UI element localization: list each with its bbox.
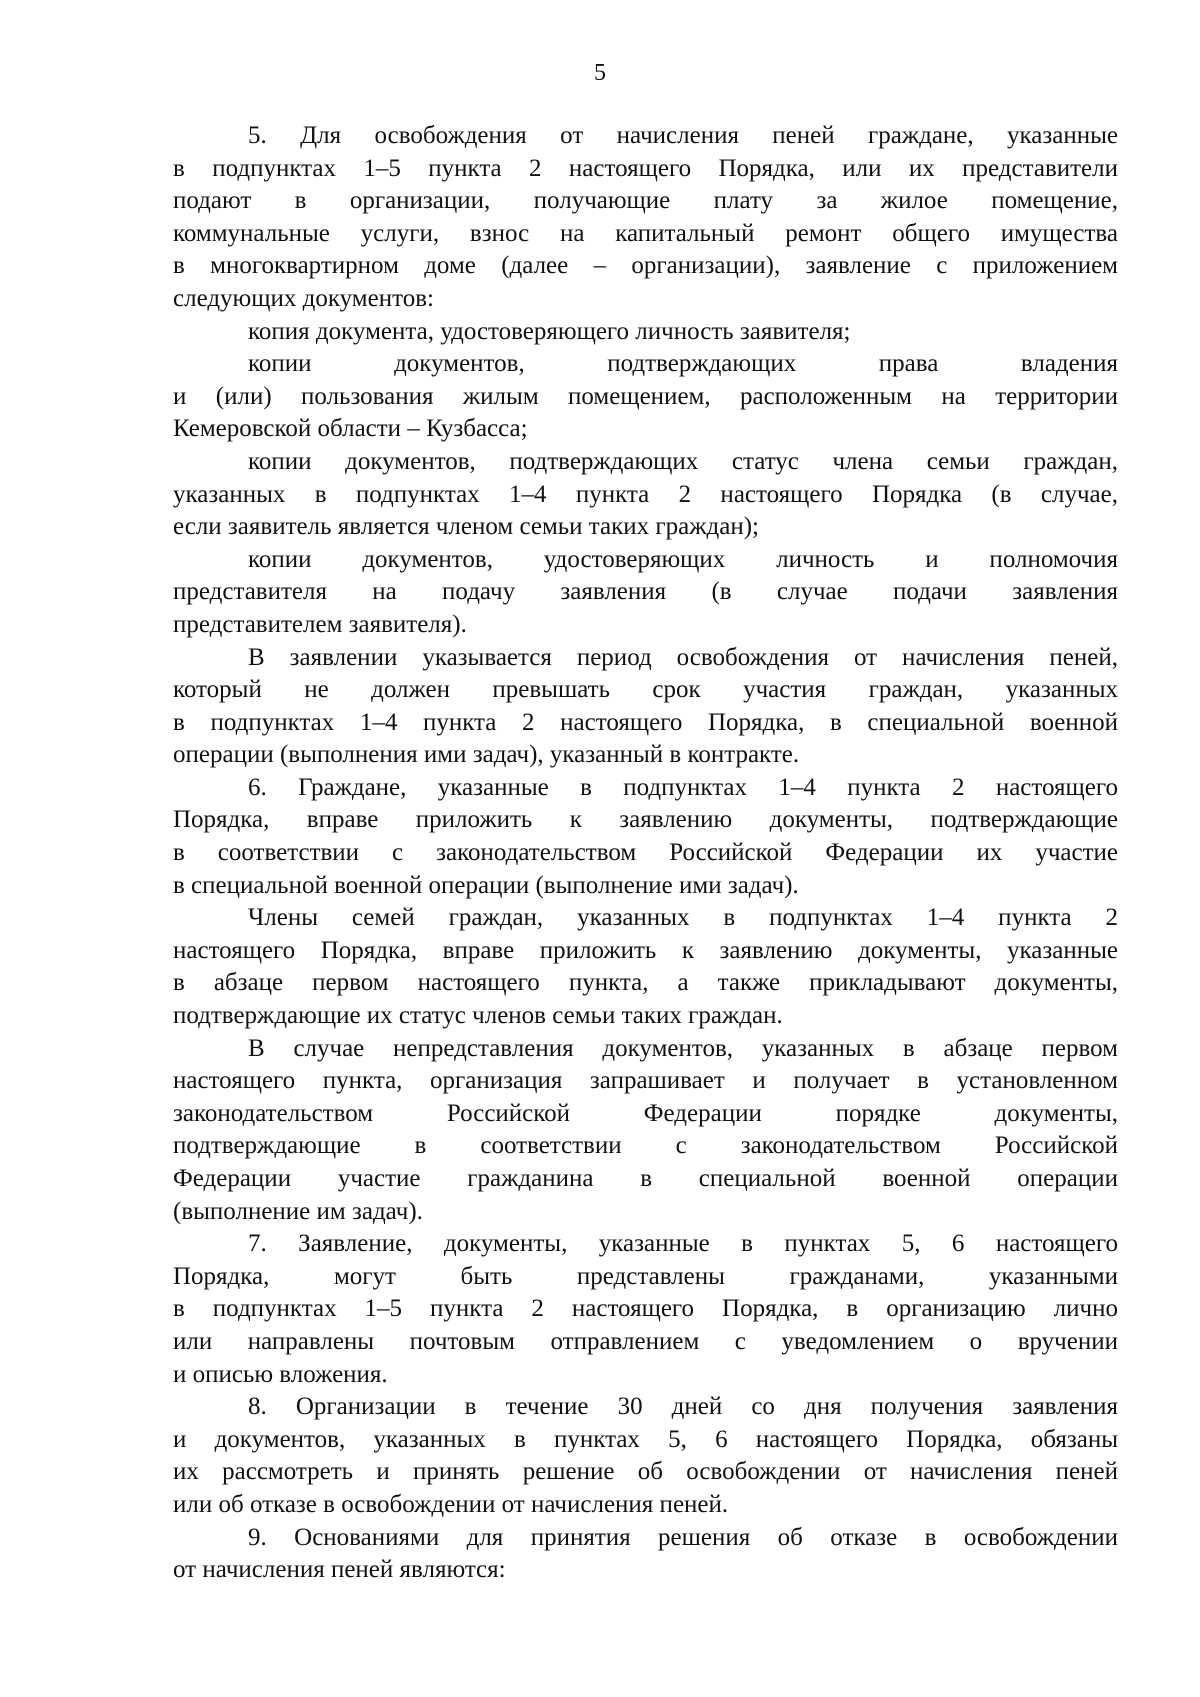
text-line: который не должен превышать срок участия граждан, указанных xyxy=(173,676,1118,704)
text-line: или направлены почтовым отправлением с уведомлением о вручении xyxy=(173,1327,1118,1355)
text-line: В заявлении указывается период освобождения от начисления пеней, xyxy=(248,643,1118,671)
text-line: представителя на подачу заявления (в случае подачи заявления xyxy=(173,578,1118,606)
text-line: В случае непредставления документов, указанных в абзаце первом xyxy=(248,1034,1118,1062)
text-line: законодательством Российской Федерации порядке документы, xyxy=(173,1099,1118,1127)
text-line: в подпунктах 1–5 пункта 2 настоящего Порядка, или их представители xyxy=(173,154,1118,182)
text-line: копия документа, удостоверяющего личность заявителя; xyxy=(248,317,851,345)
text-line: их рассмотреть и принять решение об освобождении от начисления пеней xyxy=(173,1458,1118,1486)
text-line: Кемеровской области – Кузбасса; xyxy=(173,415,528,443)
text-line: подают в организации, получающие плату за жилое помещение, xyxy=(173,187,1118,215)
text-line: указанных в подпунктах 1–4 пункта 2 настоящего Порядка (в случае, xyxy=(173,480,1118,508)
text-line: 9. Основаниями для принятия решения об отказе в освобождении xyxy=(248,1523,1118,1551)
text-line: (выполнение им задач). xyxy=(173,1197,423,1225)
text-line: операции (выполнения ими задач), указанный в контракте. xyxy=(173,741,800,769)
text-line: в подпунктах 1–4 пункта 2 настоящего Порядка, в специальной военной xyxy=(173,708,1118,736)
text-line: в многоквартирном доме (далее – организации), заявление с приложением xyxy=(173,252,1118,280)
text-line: 5. Для освобождения от начисления пеней граждане, указанные xyxy=(248,122,1118,149)
text-line: в специальной военной операции (выполнение ими задач). xyxy=(173,871,799,899)
text-line: Члены семей граждан, указанных в подпунктах 1–4 пункта 2 xyxy=(248,904,1118,932)
text-line: 7. Заявление, документы, указанные в пунктах 5, 6 настоящего xyxy=(248,1230,1118,1258)
text-line: и документов, указанных в пунктах 5, 6 настоящего Порядка, обязаны xyxy=(173,1425,1118,1453)
document-body xyxy=(173,120,1118,1587)
text-line: настоящего пункта, организация запрашивает и получает в установленном xyxy=(173,1067,1118,1095)
text-line: в абзаце первом настоящего пункта, а также прикладывают документы, xyxy=(173,969,1118,997)
text-line: Федерации участие гражданина в специальной военной операции xyxy=(173,1165,1118,1192)
text-line: или об отказе в освобождении от начисления пеней. xyxy=(173,1490,729,1518)
text-line: подтверждающие в соответствии с законодательством Российской xyxy=(173,1132,1118,1160)
text-line: и описью вложения. xyxy=(173,1360,388,1388)
text-line: Порядка, могут быть представлены гражданами, указанными xyxy=(173,1262,1118,1290)
page-number: 5 xyxy=(594,60,606,86)
text-line: и (или) пользования жилым помещением, расположенным на территории xyxy=(173,382,1118,410)
text-line: если заявитель является членом семьи таких граждан); xyxy=(173,513,759,541)
text-line: копии документов, удостоверяющих личность и полномочия xyxy=(248,545,1118,573)
text-line: представителем заявителя). xyxy=(173,610,467,638)
text-line: от начисления пеней являются: xyxy=(173,1556,506,1584)
text-line: следующих документов: xyxy=(173,284,434,312)
text-line: настоящего Порядка, вправе приложить к заявлению документы, указанные xyxy=(173,936,1118,964)
text-line: Порядка, вправе приложить к заявлению документы, подтверждающие xyxy=(173,806,1118,834)
text-line: подтверждающие их статус членов семьи таких граждан. xyxy=(173,1002,783,1030)
text-line: в соответствии с законодательством Российской Федерации их участие xyxy=(173,839,1118,867)
text-line: коммунальные услуги, взнос на капитальный ремонт общего имущества xyxy=(173,219,1118,247)
text-line: копии документов, подтверждающих права владения xyxy=(248,350,1118,378)
text-line: 8. Организации в течение 30 дней со дня получения заявления xyxy=(248,1393,1118,1421)
text-line: в подпунктах 1–5 пункта 2 настоящего Порядка, в организацию лично xyxy=(173,1295,1118,1323)
text-line: копии документов, подтверждающих статус члена семьи граждан, xyxy=(248,447,1118,475)
text-line: 6. Граждане, указанные в подпунктах 1–4 пункта 2 настоящего xyxy=(248,773,1118,801)
